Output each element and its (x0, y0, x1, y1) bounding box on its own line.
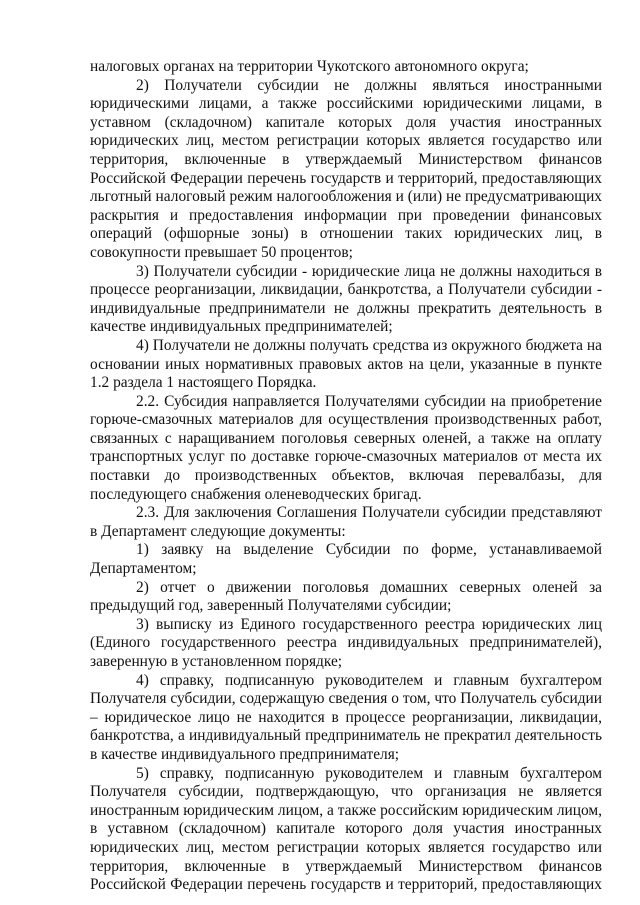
document-list-item-1: 1) заявку на выделение Субсидии по форме, устанавливаемой Департаментом; (90, 541, 602, 578)
document-list-item-2: 2) отчет о движении поголовья домашних северных оленей за предыдущий год, заверенный Получателями субсидии; (90, 578, 602, 615)
document-list-item-3: 3) выписку из Единого государственного реестра юридических лиц (Единого государственного реестра индивидуальных предпринимателей), заверенную в установленном порядке; (90, 615, 602, 670)
paragraph-continuation: налоговых органах на территории Чукотского автономного округа; (90, 58, 529, 75)
paragraph-item-3: 3) Получатели субсидии - юридические лица не должны находиться в процессе реорганизации, ликвидации, банкротства, а Получатели субсидии - индивидуальные предприниматели не должны прекратить деятельность в качестве индивидуальных предпринимателей; (90, 262, 602, 336)
document-list-item-5: 5) справку, подписанную руководителем и главным бухгалтером Получателя субсидии, подтверждающую, что организация не является иностранным юридическим лицом, а также российским юридическим лицом, в уставном (складочном) капитале которого доля участия иностранных юридических лиц, местом регистрации которых является государство или территория, включенные в утверждаемый Министерством финансов Российской Федерации перечень государств и территорий, предоставляющих (90, 764, 602, 894)
paragraph-2-2: 2.2. Субсидия направляется Получателями субсидии на приобретение горюче-смазочных материалов для осуществления производственных работ, связанных с наращиванием поголовья северных оленей, а также на оплату транспортных услуг по доставке горюче-смазочных материалов от места их поставки до производственных объектов, включая перевалбазы, для последующего снабжения оленеводческих бригад. (90, 392, 602, 503)
document-list-item-4: 4) справку, подписанную руководителем и главным бухгалтером Получателя субсидии, содержащую сведения о том, что Получатель субсидии – юридическое лицо не находится в процессе реорганизации, ликвидации, банкротства, а индивидуальный предприниматель не прекратил деятельность в качестве индивидуального предпринимателя; (90, 671, 602, 763)
paragraph-item-4: 4) Получатели не должны получать средства из окружного бюджета на основании иных нормативных правовых актов на цели, указанные в пункте 1.2 раздела 1 настоящего Порядка. (90, 336, 602, 392)
document-page (90, 58, 602, 895)
paragraph-2-3: 2.3. Для заключения Соглашения Получатели субсидии представляют в Департамент следующие документы: (90, 504, 602, 540)
paragraph-item-2: 2) Получатели субсидии не должны являться иностранными юридическими лицами, а также российскими юридическими лицами, в уставном (складочном) капитале которых доля участия иностранных юридических лиц, местом регистрации которых является государство или территория, включенные в утверждаемый Министерством финансов Российской Федерации перечень государств и территорий, предоставляющих льготный налоговый режим налогообложения и (или) не предусматривающих раскрытия и предоставления информации при проведении финансовых операций (офшорные зоны) в отношении таких юридических лиц, в совокупности превышает 50 процентов; (90, 76, 602, 261)
